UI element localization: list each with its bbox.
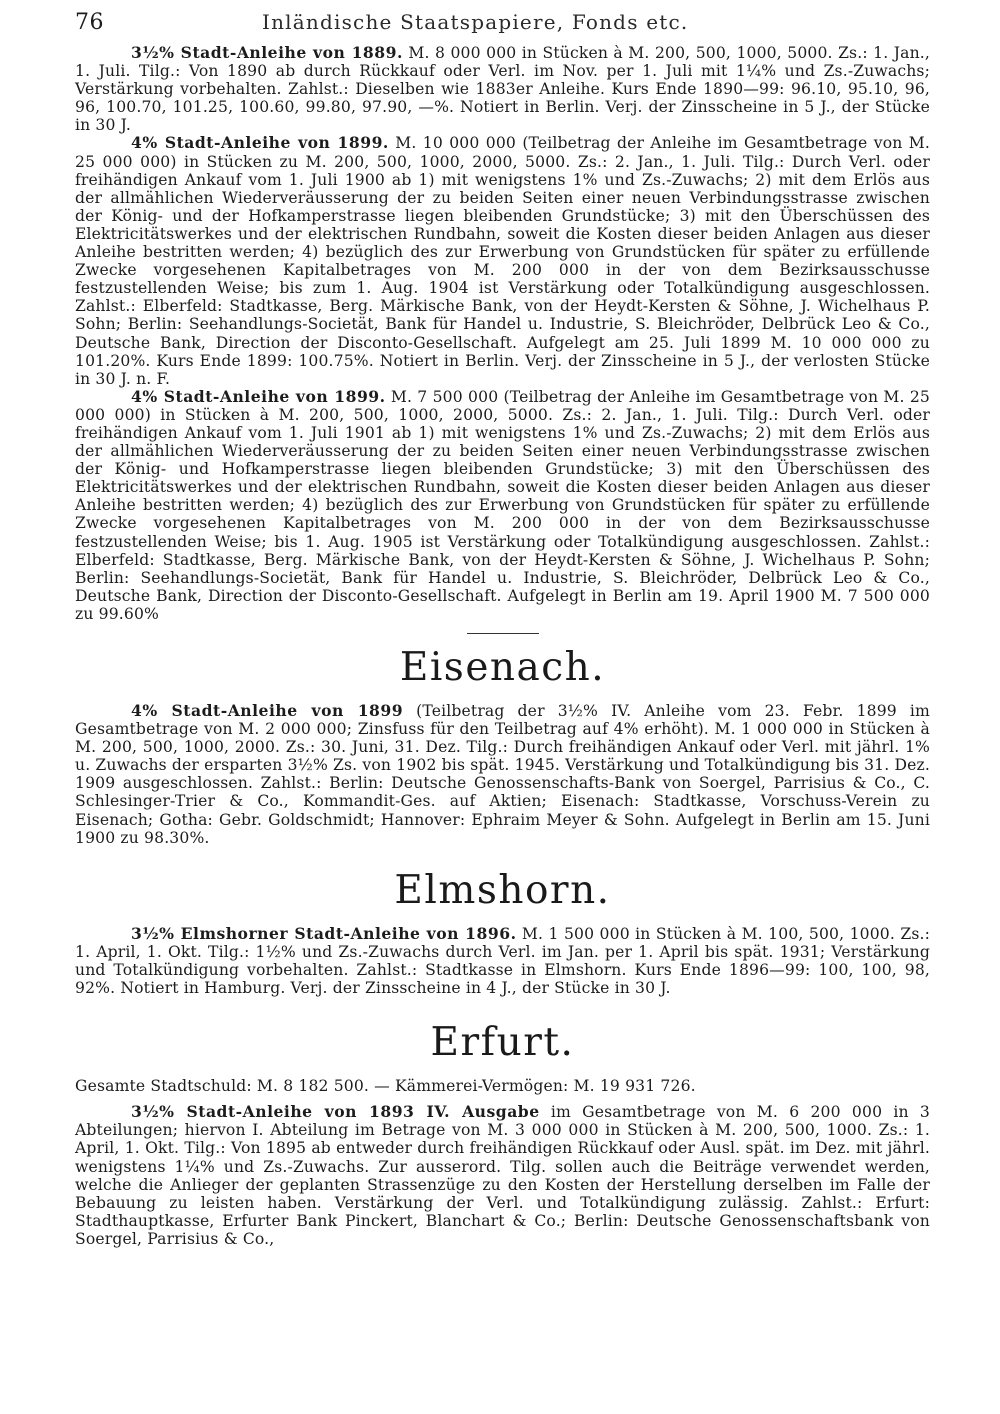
elberfeld-continuation bbox=[75, 44, 930, 623]
loan-heading: 4% Stadt-Anleihe von 1899. bbox=[131, 386, 386, 406]
page bbox=[75, 10, 930, 1248]
loan-text: M. 8 000 000 in Stücken à M. 200, 500, 1000, 5000. Zs.: 1. Jan., 1. Juli. Tilg.: Von 1890 ab durch Rückkauf oder Verl. im Nov. per 1. Juli mit 1¼% und Zs.-Zuwachs; Verstärkung vorbehalten. Zahlst.: Dieselben wie 1883er Anleihe. Kurs Ende 1890—99: 96.10, 95.10, 96, 96, 100.70, 101.25, 100.60, 99.80, 97.90, —%. Notiert in Berlin. Verj. der Zinsscheine in 5 J., der Stücke in 30 J. bbox=[75, 44, 931, 135]
loan-entry bbox=[75, 925, 930, 997]
city-heading-eisenach: Eisenach. bbox=[399, 645, 606, 690]
loan-heading: 4% Stadt-Anleihe von 1899 bbox=[131, 701, 404, 720]
running-title: Inländische Staatspapiere, Fonds etc. bbox=[262, 10, 689, 34]
page-number: 76 bbox=[75, 10, 104, 35]
loan-text: im Gesamtbetrage von M. 6 200 000 in 3 Abteilungen; hiervon I. Abteilung im Betrage von M. 3 000 000 in Stücken à M. 200, 500, 1000. Zs.: 1. April, 1. Okt. Tilg.: Von 1895 ab entweder durch freihändigen Rückkauf oder Ausl. spät. im Dez. mit jährl. wenigstens 1¼% und Zs.-Zuwachs. Zur ausserord. Tilg. sollen auch die Beiträge verwendet werden, welche die Anlieger der geplanten Strassenzüge zu den Kosten der Herstellung derselben im Falle der Bebauung zu leisten haben. Verstärkung der Verl. und Totalkündigung zulässig. Zahlst.: Erfurt: Stadthauptkasse, Erfurter Bank Pinckert, Blanchart & Co.; Berlin: Deutsche Genossenschaftsbank von Soergel, Parrisius & Co., bbox=[75, 1103, 931, 1248]
loan-text: (Teilbetrag der 3½% IV. Anleihe vom 23. Febr. 1899 im Gesamtbetrage von M. 2 000 000; Zinsfuss für den Teilbetrag auf 4% erhöht). M. 1 000 000 in Stücken à M. 200, 500, 1000, 2000. Zs.: 30. Juni, 31. Dez. Tilg.: Durch freihändigen Ankauf oder Verl. mit jährl. 1% u. Zuwachs der ersparten 3½% Zs. von 1902 bis spät. 1945. Verstärkung und Totalkündigung bis 31. Dez. 1909 ausgeschlossen. Zahlst.: Berlin: Deutsche Genossenschafts-Bank von Soergel, Parrisius & Co., C. Schlesinger-Trier & Co., Kommandit-Ges. auf Aktien; Eisenach: Stadtkasse, Vorschuss-Verein zu Eisenach; Gotha: Gebr. Goldschmidt; Hannover: Ephraim Meyer & Sohn. Aufgelegt in Berlin am 15. Juni 1900 zu 98.30%. bbox=[75, 702, 930, 847]
city-heading-erfurt: Erfurt. bbox=[430, 1020, 575, 1066]
loan-heading: 3½% Stadt-Anleihe von 1893 IV. Ausgabe bbox=[131, 1102, 540, 1122]
loan-text: M. 10 000 000 (Teilbetrag der Anleihe im Gesamtbetrage von M. 25 000 000) in Stücken zu M. 200, 500, 1000, 2000, 5000. Zs.: 2. Jan., 1. Juli. Tilg.: Durch Verl. oder freihändigen Ankauf vom 1. Juli 1900 ab 1) mit wenigstens 1% und Zs.-Zuwachs; 2) mit dem Erlös aus der allmählichen Wiederveräusserung der zu beiden Seiten einer neuen Verbindungsstrasse zwischen der König- und der Hofkamperstrasse liegen bleibenden Grundstücke; 3) mit den Überschüssen des Elektricitätswerkes und der elektrischen Rundbahn, soweit die Kosten dieser beiden Anlagen aus dieser Anleihe bestritten werden; 4) bezüglich des zur Erwerbung von Grundstücken für später zu erfüllende Zwecke vorgesehenen Kapitalbetrages von M. 200 000 in der von dem Bezirksausschusse festzustellenden Weise; bis zum 1. Aug. 1904 ist Verstärkung oder Totalkündigung ausgeschlossen. Zahlst.: Elberfeld: Stadtkasse, Berg. Märkische Bank, von der Heydt-Kersten & Söhne, J. Wichelhaus P. Sohn; Berlin: Seehandlungs-Societät, Bank für Handel u. Industrie, S. Bleichröder, Delbrück Leo & Co., Deutsche Bank, Direction der Disconto-Gesellschaft. Aufgelegt am 25. Juli 1899 M. 10 000 000 zu 101.20%. Kurs Ende 1899: 100.75%. Notiert in Berlin. Verj. der Zinsscheine in 5 J., der verlosten Stücke in 30 J. n. F. bbox=[75, 134, 930, 388]
debt-summary: Gesamte Stadtschuld: M. 8 182 500. — Kämmerei-Vermögen: M. 19 931 726. bbox=[75, 1077, 696, 1096]
loan-entry bbox=[75, 702, 930, 847]
page-header bbox=[75, 10, 930, 44]
loan-text: M. 7 500 000 (Teilbetrag der Anleihe im Gesamtbetrage von M. 25 000 000) in Stücken à M. 200, 500, 1000, 2000, 5000. Zs.: 2. Jan., 1. Juli. Tilg.: Durch Verl. oder freihändigen Ankauf vom 1. Juli 1901 ab 1) mit wenigstens 1% und Zs.-Zuwachs; 2) mit dem Erlös aus der allmählichen Wiederveräusserung der zu beiden Seiten einer neuen Verbindungsstrasse zwischen der König- und Hofkamperstrasse liegen bleibenden Grundstücke; 3) mit den Überschüssen des Elektricitätswerkes und der elektrischen Rundbahn, soweit die Kosten dieser beiden Anlagen aus dieser Anleihe bestritten werden; 4) bezüglich des zur Erwerbung von Grundstücken für später zu erfüllende Zwecke vorgesehenen Kapitalbetrages von M. 200 000 in der von dem Bezirksausschusse festzustellenden Weise; bis 1. Aug. 1905 ist Verstärkung oder Totalkündigung ausgeschlossen. Zahlst.: Elberfeld: Stadtkasse, Berg. Märkische Bank, von der Heydt-Kersten & Söhne, J. Wichelhaus P. Sohn; Berlin: Seehandlungs-Societät, Bank für Handel u. Industrie, S. Bleichröder, Delbrück Leo & Co., Deutsche Bank, Direction der Disconto-Gesellschaft. Aufgelegt in Berlin am 19. April 1900 M. 7 500 000 zu 99.60% bbox=[75, 387, 930, 623]
loan-entry bbox=[75, 134, 930, 387]
loan-entry bbox=[75, 388, 930, 623]
loan-heading: 3½% Elmshorner Stadt-Anleihe von 1896. bbox=[131, 923, 517, 943]
section-eisenach bbox=[75, 645, 930, 847]
loan-entry bbox=[75, 44, 930, 134]
loan-entry bbox=[75, 1103, 930, 1248]
loan-heading: 4% Stadt-Anleihe von 1899. bbox=[131, 133, 389, 153]
section-erfurt bbox=[75, 1020, 931, 1248]
section-elmshorn bbox=[75, 867, 931, 998]
loan-text: M. 1 500 000 in Stücken à M. 100, 500, 1000. Zs.: 1. April, 1. Okt. Tilg.: 1½% und Zs.-Zuwachs durch Verl. im Jan. per 1. April bis spät. 1931; Verstärkung und Totalkündigung vorbehalten. Zahlst.: Stadtkasse in Elmshorn. Kurs Ende 1896—99: 100, 100, 98, 92%. Notiert in Hamburg. Verj. der Zinsscheine in 4 J., der Stücke in 30 J. bbox=[75, 924, 931, 998]
section-divider bbox=[467, 633, 539, 634]
loan-heading: 3½% Stadt-Anleihe von 1889. bbox=[131, 43, 403, 62]
city-heading-elmshorn: Elmshorn. bbox=[394, 867, 611, 913]
